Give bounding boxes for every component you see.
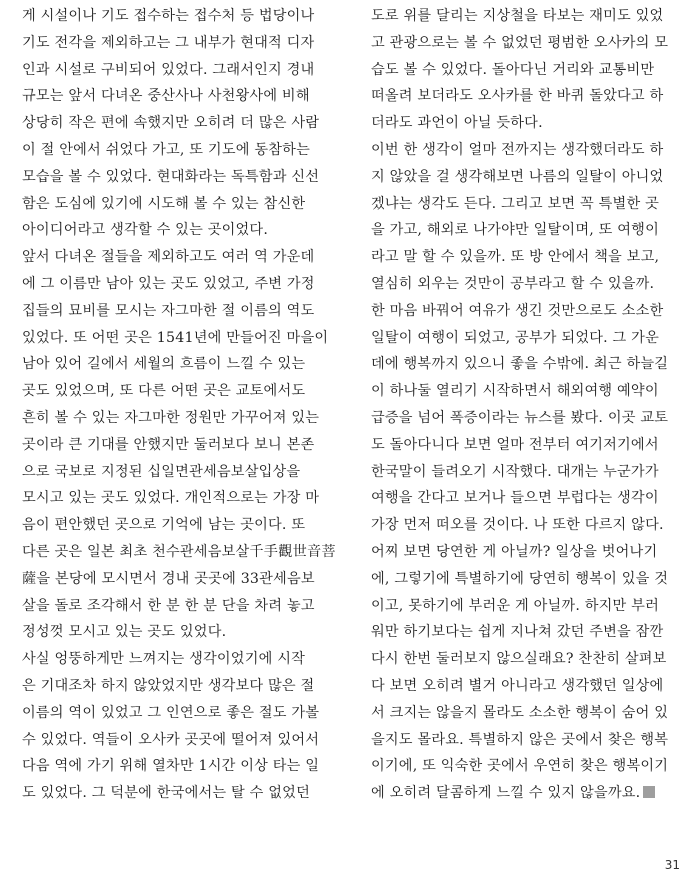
- left-text-column: [22, 3, 336, 807]
- text-line: 이 하나둘 열리기 시작하면서 해외여행 예약이: [371, 383, 659, 400]
- text-line: 이기에, 또 익숙한 곳에서 우연히 찾은 행복이기: [371, 758, 669, 775]
- text-line: 한국말이 들려오기 시작했다. 대개는 누군가가: [371, 463, 659, 480]
- text-line: 정성껏 모시고 있는 곳도 있었다.: [22, 624, 227, 641]
- text-line: 일탈이 여행이 되었고, 공부가 되었다. 그 가운: [371, 329, 659, 346]
- text-line: 지 않았을 걸 생각해보면 나름의 일탈이 아니었: [371, 168, 664, 185]
- text-line: 수 있었다. 역들이 오사카 곳곳에 떨어져 있어서: [22, 731, 320, 748]
- text-line: 곳도 있었으며, 또 다른 어떤 곳은 교토에서도: [22, 383, 306, 400]
- text-line: 데에 행복까지 있으니 좋을 수밖에. 최근 하늘길: [371, 356, 669, 373]
- text-line: 도로 위를 달리는 지상철을 타보는 재미도 있었: [371, 8, 664, 24]
- last-text-line: [371, 780, 676, 807]
- text-line: 은 기대조차 하지 않았었지만 생각보다 많은 절: [22, 677, 315, 694]
- text-line: 어찌 보면 당연한 게 아닐까? 일상을 벗어나기: [371, 543, 658, 560]
- text-line: 고 관광으로는 볼 수 없었던 평범한 오사카의 모: [371, 34, 669, 51]
- text-line: 앞서 다녀온 절들을 제외하고도 여러 역 가운데: [22, 249, 315, 266]
- text-line: 상당히 작은 편에 속했지만 오히려 더 많은 사람: [22, 115, 320, 132]
- text-line: 이름의 역이 있었고 그 인연으로 좋은 절도 가볼: [22, 704, 320, 721]
- text-line: 급증을 넘어 폭증이라는 뉴스를 봤다. 이곳 교토: [371, 409, 669, 426]
- text-line: 인과 시설로 구비되어 있었다. 그래서인지 경내: [22, 61, 315, 78]
- text-line: 이번 한 생각이 얼마 전까지는 생각했더라도 하: [371, 141, 664, 158]
- text-line: 에 그 이름만 남아 있는 곳도 있었고, 주변 가정: [22, 275, 315, 292]
- text-line: 모시고 있는 곳도 있었다. 개인적으로는 가장 마: [22, 490, 320, 507]
- text-line: 아이디어라고 생각할 수 있는 곳이었다.: [22, 222, 269, 239]
- text-line: 다음 역에 가기 위해 열차만 1시간 이상 타는 일: [22, 758, 320, 775]
- text-line: 으로 국보로 지정된 십일면관세음보살입상을: [22, 463, 301, 480]
- text-line: 에, 그렇기에 특별하기에 당연히 행복이 있을 것: [371, 570, 669, 587]
- text-line: 여행을 간다고 보거나 들으면 부럽다는 생각이: [371, 490, 659, 507]
- end-of-article-mark: [643, 786, 655, 798]
- text-line: 곳이라 큰 기대를 안했지만 둘러보다 보니 본존: [22, 436, 315, 453]
- text-line: 도 있었다. 그 덕분에 한국에서는 탈 수 없었던: [22, 785, 310, 802]
- text-line: 규모는 앞서 다녀온 중산사나 사천왕사에 비해: [22, 88, 310, 105]
- text-line: 에 오히려 달콤하게 느낄 수 있지 않을까요.: [371, 785, 641, 802]
- text-line: 함은 도심에 있기에 시도해 볼 수 있는 참신한: [22, 195, 306, 212]
- page-number: 31: [664, 858, 680, 872]
- text-line: 살을 돌로 조각해서 한 분 한 분 단을 차려 놓고: [22, 597, 315, 614]
- text-line: 을 가고, 해외로 나가야만 일탈이며, 또 여행이: [371, 222, 659, 239]
- text-line: 게 시설이나 기도 접수하는 접수처 등 법당이나: [22, 8, 315, 24]
- text-line: 있었다. 또 어떤 곳은 1541년에 만들어진 마을이: [22, 329, 329, 346]
- text-line: 더라도 과언이 아닐 듯하다.: [371, 115, 543, 132]
- text-line: 습도 볼 수 있었다. 돌아다닌 거리와 교통비만: [371, 61, 655, 78]
- text-line: 다시 한번 둘러보지 않으실래요? 찬찬히 살펴보: [371, 651, 667, 668]
- text-line: 도 돌아다니다 보면 얼마 전부터 여기저기에서: [371, 436, 659, 453]
- text-line: 겠냐는 생각도 든다. 그리고 보면 꼭 특별한 곳: [371, 195, 659, 212]
- text-line: 서 크지는 않을지 몰라도 소소한 행복이 숨어 있: [371, 704, 669, 721]
- text-line: 모습을 볼 수 있었다. 현대화라는 독특함과 신선: [22, 168, 320, 185]
- text-line: 열심히 외우는 것만이 공부라고 할 수 있을까.: [371, 275, 655, 292]
- text-line: 떠올려 보더라도 오사카를 한 바퀴 돌았다고 하: [371, 88, 664, 105]
- text-line: 薩을 본당에 모시면서 경내 곳곳에 33관세음보: [22, 570, 315, 587]
- text-line: 한 마음 바꿔어 여유가 생긴 것만으로도 소소한: [371, 302, 664, 319]
- text-line: 다른 곳은 일본 최초 천수관세음보살千手觀世音菩: [22, 543, 336, 560]
- right-text-column: [371, 3, 676, 807]
- text-line: 가장 먼저 떠오를 것이다. 나 또한 다르지 않다.: [371, 517, 664, 534]
- text-line: 음이 편안했던 곳으로 기억에 남는 곳이다. 또: [22, 517, 306, 534]
- text-line: 을지도 몰라요. 특별하지 않은 곳에서 찾은 행복: [371, 731, 669, 748]
- text-line: 흔히 볼 수 있는 자그마한 정원만 가꾸어져 있는: [22, 409, 320, 426]
- text-line: 사실 엉뚱하게만 느껴지는 생각이었기에 시작: [22, 651, 306, 668]
- text-line: 집들의 묘비를 모시는 자그마한 절 이름의 역도: [22, 302, 315, 319]
- text-line: 남아 있어 길에서 세월의 흐름이 느낄 수 있는: [22, 356, 306, 373]
- text-line: 라고 말 할 수 있을까. 또 방 안에서 책을 보고,: [371, 249, 660, 266]
- text-line: 기도 전각을 제외하고는 그 내부가 현대적 디자: [22, 34, 315, 51]
- text-line: 이고, 못하기에 부러운 게 아닐까. 하지만 부러: [371, 597, 659, 614]
- text-line: 다 보면 오히려 별거 아니라고 생각했던 일상에: [371, 677, 664, 694]
- text-line: 워만 하기보다는 쉽게 지나쳐 갔던 주변을 잠깐: [371, 624, 664, 641]
- text-line: 이 절 안에서 쉬었다 가고, 또 기도에 동참하는: [22, 141, 310, 158]
